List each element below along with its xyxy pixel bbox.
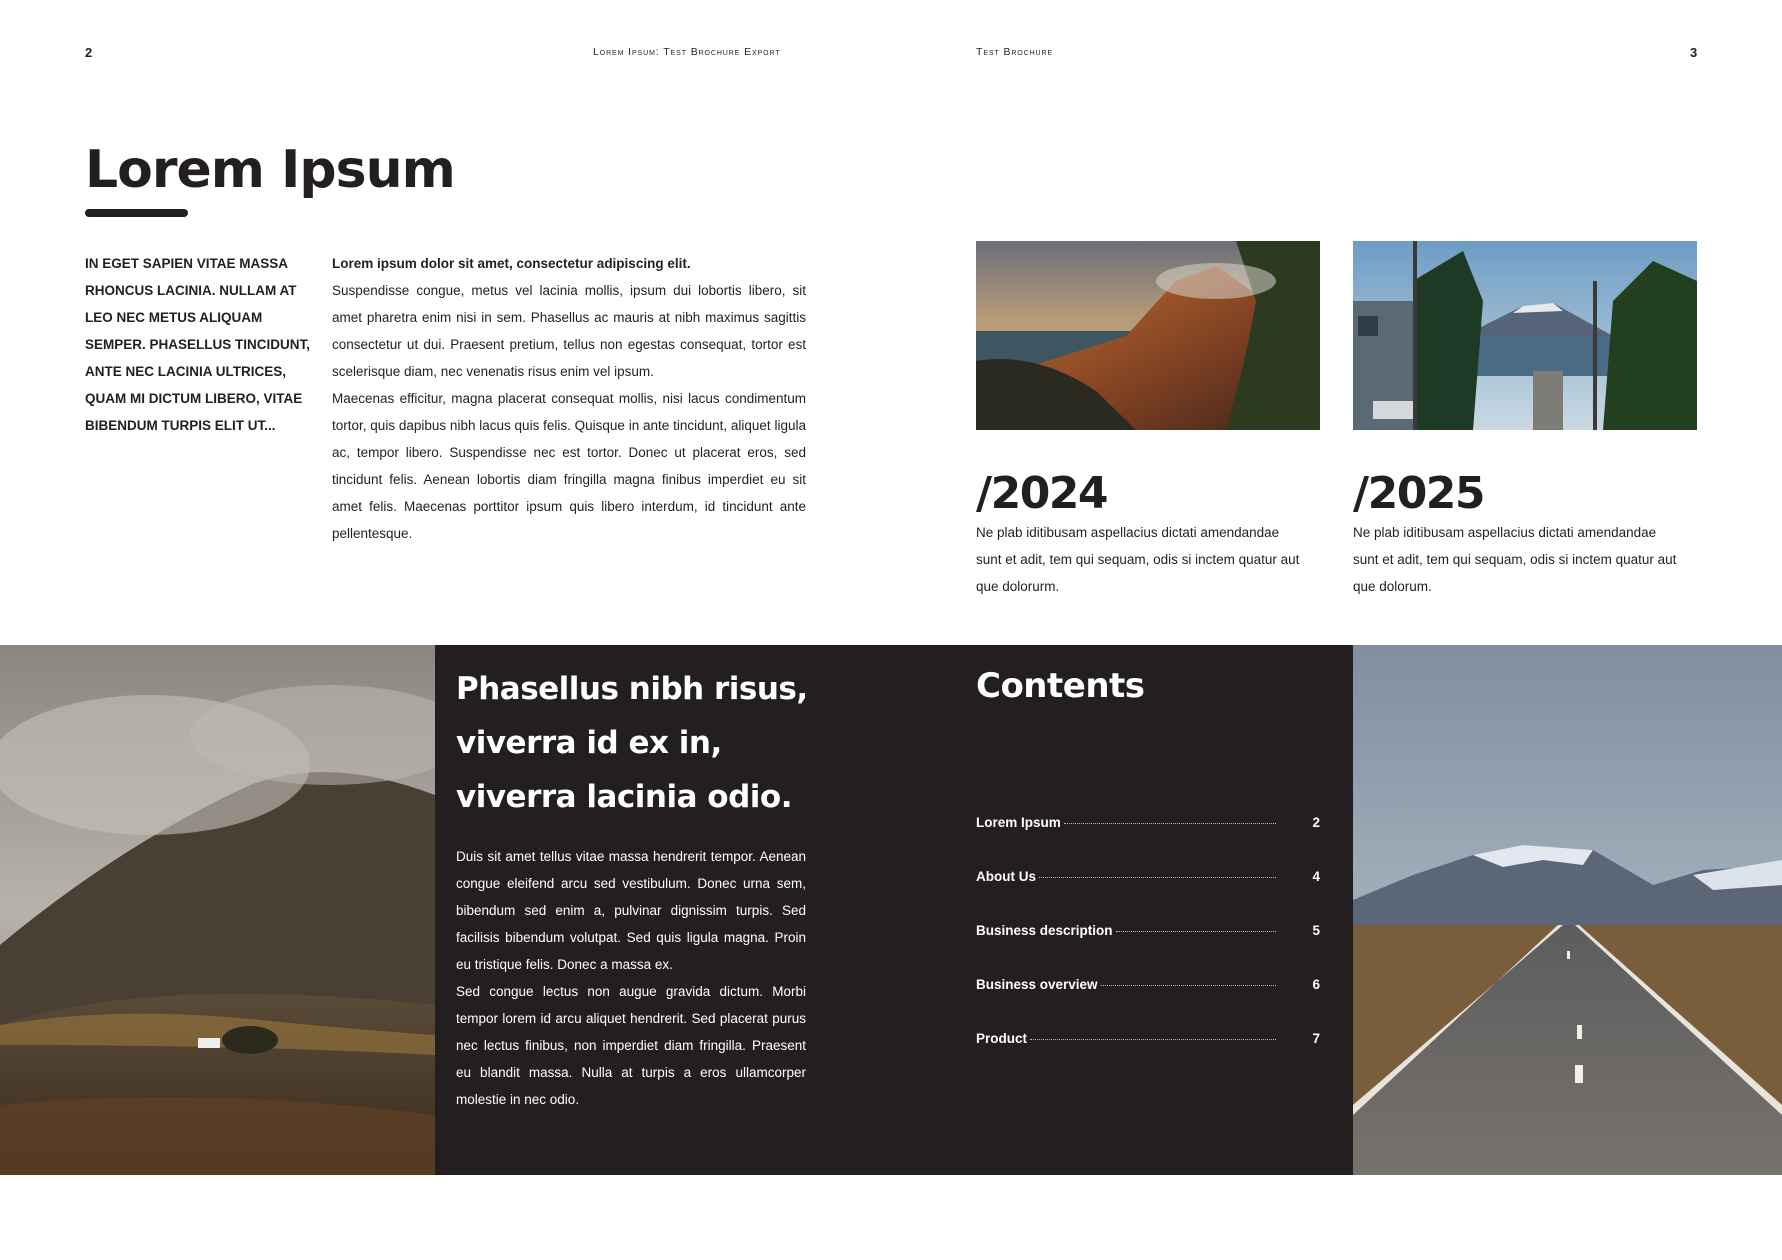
year-value: 2024 xyxy=(990,468,1108,519)
page-title: Lorem Ipsum xyxy=(85,140,455,200)
pull-quote: Phasellus nibh risus, viverra id ex in, viverra lacinia odio. xyxy=(456,671,808,815)
toc-page-number: 6 xyxy=(1312,977,1320,992)
toc-page-number: 7 xyxy=(1312,1031,1320,1046)
dark-body-text xyxy=(456,843,806,1113)
toc-leader-dots xyxy=(1039,877,1276,878)
toc-label: Business description xyxy=(976,923,1113,938)
toc-item[interactable] xyxy=(976,923,1320,977)
mountain-cliff-sunset-photo xyxy=(976,241,1320,430)
year-value: 2025 xyxy=(1367,468,1485,519)
highway-snow-mountains-photo xyxy=(1353,645,1782,1175)
year-slash: / xyxy=(1353,468,1368,519)
body-text xyxy=(332,250,806,547)
toc-item[interactable] xyxy=(976,1031,1320,1085)
toc-item[interactable] xyxy=(976,869,1320,923)
table-of-contents xyxy=(976,815,1320,1085)
toc-label: About Us xyxy=(976,869,1036,884)
foggy-mountain-house-photo xyxy=(0,645,435,1175)
toc-leader-dots xyxy=(1101,985,1276,986)
left-running-title: Lorem Ipsum: Test Brochure Export xyxy=(593,46,781,58)
left-page-number: 2 xyxy=(85,45,93,60)
contents-title: Contents xyxy=(976,666,1145,706)
dark-paragraph-2: Sed congue lectus non augue gravida dictum. Morbi tempor lorem id arcu aliquet hendrerit. Sed placerat purus nec lectus finibus, non imperdiet diam fringilla. Praesent eu blandit massa. Nulla at turpis a eros ullamcorper molestie in nec odio. xyxy=(456,984,806,1107)
toc-page-number: 2 xyxy=(1312,815,1320,830)
body-paragraph-2: Maecenas efficitur, magna placerat consequat mollis, nisi lacus condimentum tortor, quis dapibus nibh lacus quis felis. Quisque in ante tincidunt, aliquet ligula ac, tempor libero. Suspendisse nec est tortor. Donec ut placerat eros, sed tincidunt felis. Aenean lobortis diam fringilla magna finibus imperdiet eu sit amet felis. Maecenas porttitor ipsum quis libero interdum, id tincidunt ante pellentesque. xyxy=(332,391,806,541)
toc-label: Product xyxy=(976,1031,1028,1046)
toc-item[interactable] xyxy=(976,977,1320,1031)
intro-caps-text: IN EGET SAPIEN VITAE MASSA RHONCUS LACINIA. NULLAM AT LEO NEC METUS ALIQUAM SEMPER. PHASELLUS TINCIDUNT, ANTE NEC LACINIA ULTRICES, QUAM MI DICTUM LIBERO, VITAE BIBENDUM TURPIS ELIT UT... xyxy=(85,256,311,433)
toc-label: Lorem Ipsum xyxy=(976,815,1061,830)
right-running-title: Test Brochure xyxy=(976,46,1054,58)
year-slash: / xyxy=(976,468,991,519)
year-2024-text: Ne plab iditibusam aspellacius dictati amendandae sunt et adit, tem qui sequam, odis si inctem quatur aut que dolorurm. xyxy=(976,525,1300,594)
body-paragraph-1: Suspendisse congue, metus vel lacinia mollis, ipsum dui lobortis libero, sit amet pharetra enim nisi in sem. Phasellus ac mauris at nibh maximus sagittis consectetur ut dui. Praesent pretium, tellus non egestas consequat, tortor est scelerisque diam, nec venenatis risus enim vel ipsum. xyxy=(332,283,806,379)
toc-label: Business overview xyxy=(976,977,1098,992)
toc-leader-dots xyxy=(1030,1039,1276,1040)
title-underline xyxy=(85,209,188,217)
body-lead: Lorem ipsum dolor sit amet, consectetur adipiscing elit. xyxy=(332,256,691,271)
toc-page-number: 5 xyxy=(1312,923,1320,938)
year-2024-heading xyxy=(976,462,1107,526)
right-page-number: 3 xyxy=(1690,45,1698,60)
toc-leader-dots xyxy=(1064,823,1276,824)
town-road-volcano-photo xyxy=(1353,241,1697,430)
year-2025-heading xyxy=(1353,462,1484,526)
toc-item[interactable] xyxy=(976,815,1320,869)
toc-leader-dots xyxy=(1116,931,1276,932)
year-2025-text: Ne plab iditibusam aspellacius dictati amendandae sunt et adit, tem qui sequam, odis si inctem quatur aut que dolorum. xyxy=(1353,525,1677,594)
dark-paragraph-1: Duis sit amet tellus vitae massa hendrerit tempor. Aenean congue eleifend arcu sed vestibulum. Donec urna sem, bibendum sed enim a, pulvinar dignissim turpis. Sed facilisis bibendum volutpat. Sed quis ligula magna. Proin eu tristique felis. Donec a massa ex. xyxy=(456,849,806,972)
toc-page-number: 4 xyxy=(1312,869,1320,884)
